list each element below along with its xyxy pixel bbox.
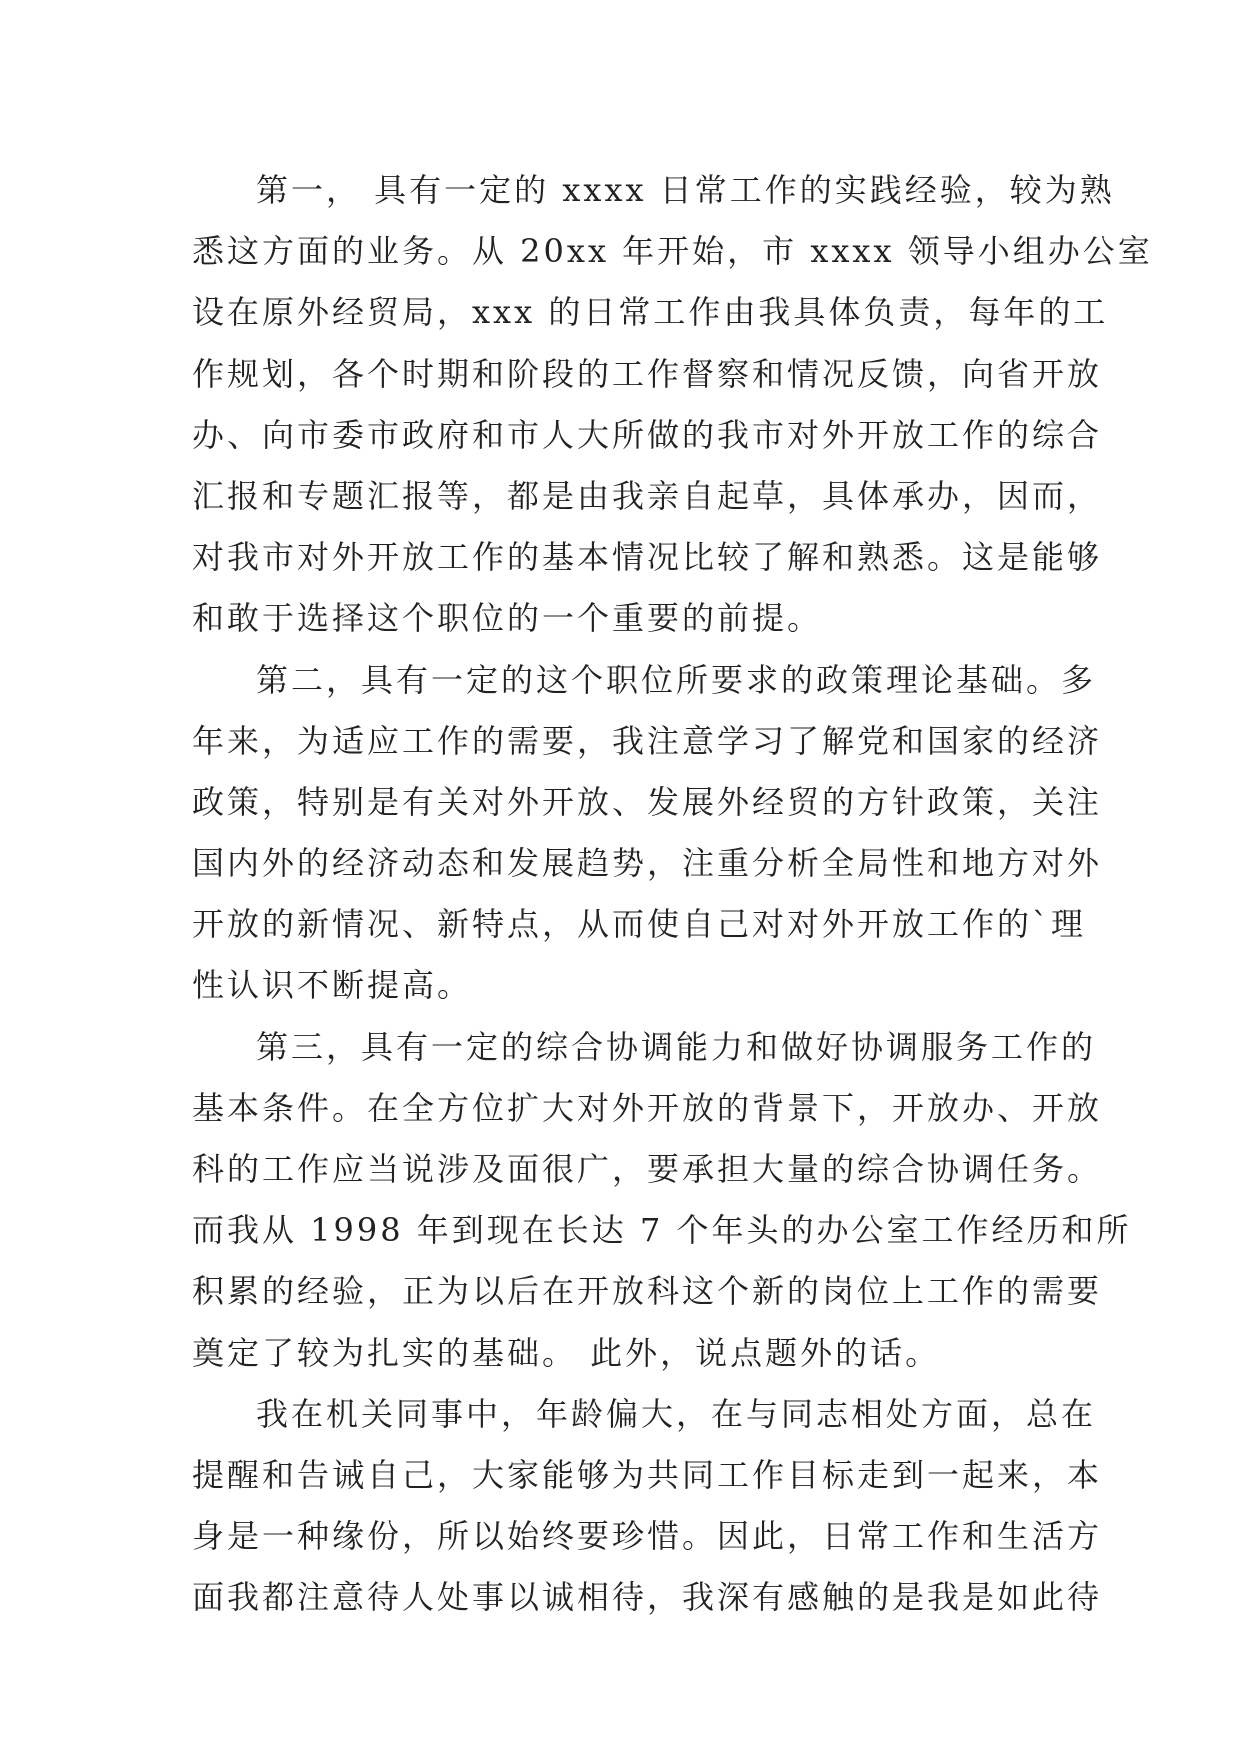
text-line: 第一， 具有一定的 xxxx 日常工作的实践经验，较为熟 <box>256 171 1115 209</box>
text-line: 第二，具有一定的这个职位所要求的政策理论基础。多 <box>256 660 1097 699</box>
text-line: 身是一种缘份，所以始终要珍惜。因此，日常工作和生活方 <box>192 1517 1103 1556</box>
text-line: 年来，为适应工作的需要，我注意学习了解党和国家的经济 <box>192 721 1103 760</box>
text-line: 而我从 1998 年到现在长达 7 个年头的办公室工作经历和所 <box>192 1211 1132 1250</box>
text-line: 积累的经验，正为以后在开放科这个新的岗位上工作的需要 <box>192 1272 1103 1311</box>
text-line: 开放的新情况、新特点，从而使自己对对外开放工作的`理 <box>192 905 1087 944</box>
text-line: 汇报和专题汇报等，都是由我亲自起草，具体承办，因而， <box>192 476 1103 515</box>
text-line: 作规划，各个时期和阶段的工作督察和情况反馈，向省开放 <box>192 354 1103 393</box>
text-line: 设在原外经贸局，xxx 的日常工作由我具体负责，每年的工 <box>192 293 1109 332</box>
document-body <box>192 160 1153 1629</box>
text-line: 悉这方面的业务。从 20xx 年开始，市 xxxx 领导小组办公室 <box>192 232 1153 271</box>
paragraph-1 <box>192 160 1153 650</box>
text-line: 政策，特别是有关对外开放、发展外经贸的方针政策，关注 <box>192 782 1103 821</box>
text-line: 办、向市委市政府和市人大所做的我市对外开放工作的综合 <box>192 415 1103 454</box>
text-line: 奠定了较为扎实的基础。 此外，说点题外的话。 <box>192 1333 941 1372</box>
text-line: 科的工作应当说涉及面很广，要承担大量的综合协调任务。 <box>192 1150 1103 1188</box>
text-line: 第三，具有一定的综合协调能力和做好协调服务工作的 <box>256 1027 1097 1066</box>
paragraph-3 <box>192 1017 1132 1384</box>
text-line: 基本条件。在全方位扩大对外开放的背景下，开放办、开放 <box>192 1088 1103 1127</box>
text-line: 和敢于选择这个职位的一个重要的前提。 <box>192 599 823 638</box>
text-line: 对我市对外开放工作的基本情况比较了解和熟悉。这是能够 <box>192 538 1103 577</box>
paragraph-4 <box>192 1384 1103 1629</box>
text-line: 提醒和告诫自己，大家能够为共同工作目标走到一起来，本 <box>192 1455 1103 1494</box>
paragraph-2 <box>192 650 1103 1017</box>
text-line: 面我都注意待人处事以诚相待，我深有感触的是我是如此待 <box>192 1578 1103 1617</box>
text-line: 国内外的经济动态和发展趋势，注重分析全局性和地方对外 <box>192 844 1103 883</box>
text-line: 性认识不断提高。 <box>192 966 473 1005</box>
text-line: 我在机关同事中，年龄偏大，在与同志相处方面，总在 <box>256 1394 1097 1433</box>
